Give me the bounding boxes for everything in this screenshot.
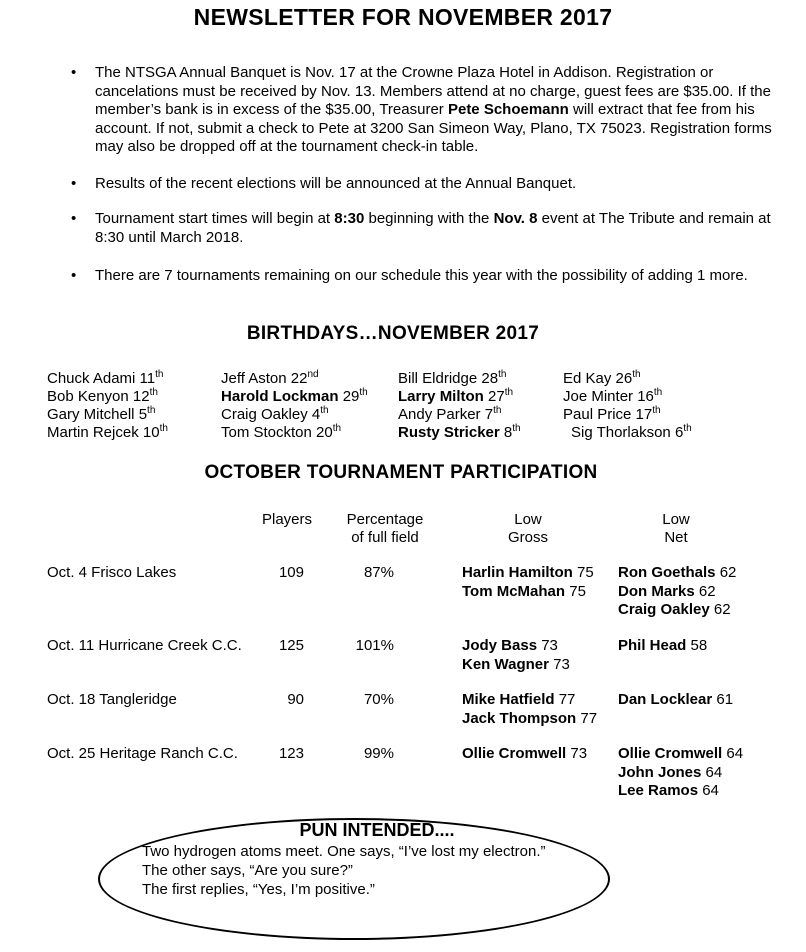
birthday-day: 17 — [635, 406, 653, 423]
low-net-entry — [618, 691, 733, 708]
player-score: 77 — [558, 691, 576, 708]
birthday-name: Harold Lockman — [221, 388, 339, 405]
birthday-entry — [221, 424, 341, 441]
birthday-name: Sig Thorlakson — [571, 424, 671, 441]
player-name: Lee Ramos — [618, 782, 699, 799]
tournament-percentage: 99% — [363, 745, 394, 762]
birthday-entry — [571, 424, 692, 441]
birthday-name: Bob Kenyon — [47, 388, 129, 405]
low-net-header-line1: Low — [662, 511, 690, 528]
player-name: Craig Oakley — [618, 601, 710, 618]
tournament-players: 123 — [278, 745, 304, 762]
player-score: 73 — [570, 745, 588, 762]
birthday-suffix: th — [332, 423, 342, 434]
percentage-header — [330, 511, 440, 547]
birthday-day: 12 — [132, 388, 150, 405]
bullet-text: There are 7 tournaments remaining on our schedule this year with the possibility of adding 1 more. — [95, 267, 748, 284]
treasurer-name: Pete Schoemann — [447, 101, 569, 118]
player-name: Jody Bass — [462, 637, 538, 654]
tournament-event: Oct. 4 Frisco Lakes — [47, 564, 177, 581]
birthdays-heading: BIRTHDAYS…NOVEMBER 2017 — [246, 323, 540, 344]
bullet-text: will extract that fee from his account. If not, submit a check to Pete at 3200 San Simeon Way, Plano, TX 75023. Registration forms may also be dropped off at the tournament check-in table. — [95, 101, 772, 155]
bullet-dot: • — [71, 210, 77, 227]
birthday-name: Larry Milton — [398, 388, 484, 405]
player-score: 64 — [702, 782, 719, 799]
pun-line: Two hydrogen atoms meet. One says, “I’ve lost my electron.” — [142, 843, 546, 860]
birthday-suffix: th — [320, 405, 329, 416]
birthday-day: 10 — [142, 424, 160, 441]
birthday-day: 29 — [342, 388, 360, 405]
player-score: 64 — [726, 745, 744, 762]
bullet-text: beginning with the — [364, 210, 494, 227]
low-gross-entry — [462, 583, 586, 600]
low-gross-entry — [462, 637, 558, 654]
bullet-elections — [71, 175, 775, 194]
pun-line: The other says, “Are you sure?” — [142, 862, 353, 879]
player-name: Dan Locklear — [618, 691, 713, 708]
player-score: 77 — [580, 709, 598, 727]
tournament-percentage: 87% — [363, 564, 394, 581]
birthday-suffix: th — [493, 405, 502, 416]
birthday-name: Rusty Stricker — [398, 424, 500, 441]
bullet-text: Tournament start times will begin at — [95, 210, 335, 227]
birthday-entry — [221, 388, 368, 405]
birthday-suffix: th — [652, 405, 661, 416]
birthday-entry — [47, 424, 168, 441]
pun-line: The first replies, “Yes, I’m positive.” — [142, 881, 375, 898]
low-gross-entry — [462, 691, 575, 708]
percentage-header-line1: Percentage — [346, 511, 424, 528]
bullet-text: event at The Tribute and remain at 8:30 until March 2018. — [95, 210, 771, 246]
birthday-suffix: th — [155, 369, 164, 380]
birthday-name: Tom Stockton — [221, 424, 312, 441]
player-score: 62 — [698, 582, 716, 600]
bullet-text: The NTSGA Annual Banquet is Nov. 17 at the Crowne Plaza Hotel in Addison. Registration or cancelations must be received by Nov. 13. Members attend at no charge, guest fees are $35.00. If the member’s bank is in excess of the $35.00, Treasurer — [95, 64, 771, 118]
bullet-tournaments-remaining — [71, 267, 775, 286]
player-score: 73 — [553, 655, 570, 673]
birthday-name: Paul Price — [563, 406, 632, 423]
player-score: 73 — [541, 637, 558, 654]
low-net-entry — [618, 601, 731, 618]
low-gross-entry — [462, 710, 597, 727]
player-score: 75 — [577, 564, 594, 581]
player-name: Harlin Hamilton — [462, 564, 573, 581]
player-name: Tom McMahan — [462, 582, 566, 600]
birthday-entry — [563, 388, 662, 405]
birthday-suffix: th — [632, 369, 641, 380]
birthday-name: Andy Parker — [398, 406, 481, 423]
low-gross-header-line1: Low — [514, 511, 542, 528]
birthday-day: 7 — [484, 406, 494, 423]
player-name: Ollie Cromwell — [462, 745, 567, 762]
player-score: 58 — [690, 637, 708, 654]
birthday-entry — [398, 370, 506, 387]
birthday-day: 26 — [615, 370, 633, 387]
low-net-header-line2: Net — [664, 529, 688, 546]
low-gross-entry — [462, 745, 587, 762]
low-net-entry — [618, 564, 736, 581]
birthday-day: 27 — [488, 388, 505, 405]
birthday-name: Martin Rejcek — [47, 424, 139, 441]
birthday-entry — [563, 406, 661, 423]
tournament-players: 109 — [278, 564, 304, 581]
birthday-day: 4 — [311, 406, 321, 423]
low-net-entry — [618, 745, 743, 762]
birthday-name: Chuck Adami — [47, 370, 136, 387]
start-time: 8:30 — [334, 210, 365, 227]
birthday-suffix: th — [159, 423, 168, 434]
start-date: Nov. 8 — [493, 210, 538, 227]
birthday-day: 16 — [637, 388, 654, 405]
low-net-entry — [618, 637, 707, 654]
bullet-dot: • — [71, 175, 77, 192]
birthday-suffix: th — [683, 423, 692, 434]
birthday-entry — [398, 406, 501, 423]
player-score: 75 — [569, 582, 586, 600]
low-net-header — [628, 511, 724, 547]
tournament-players: 125 — [278, 637, 304, 654]
bullet-text: Results of the recent elections will be announced at the Annual Banquet. — [95, 175, 577, 192]
birthday-entry — [47, 406, 155, 423]
birthday-suffix: th — [359, 387, 368, 398]
birthday-name: Jeff Aston — [221, 370, 287, 387]
birthday-suffix: th — [498, 369, 507, 380]
pun-title: PUN INTENDED.... — [299, 820, 455, 840]
player-name: Ollie Cromwell — [618, 745, 723, 762]
birthday-entry — [398, 388, 513, 405]
player-name: Phil Head — [618, 637, 687, 654]
player-name: Ron Goethals — [618, 564, 716, 581]
player-name: John Jones — [618, 763, 702, 781]
birthday-entry — [221, 406, 329, 423]
bullet-start-times — [71, 210, 775, 247]
birthday-entry — [398, 424, 521, 441]
player-name: Jack Thompson — [462, 709, 577, 727]
birthday-name: Gary Mitchell — [47, 406, 135, 423]
player-name: Ken Wagner — [462, 655, 549, 673]
newsletter-title: NEWSLETTER FOR NOVEMBER 2017 — [193, 4, 613, 30]
bullet-dot: • — [71, 267, 77, 284]
birthday-day: 6 — [674, 424, 684, 441]
birthday-day: 20 — [316, 424, 333, 441]
birthday-entry — [47, 388, 158, 405]
low-gross-entry — [462, 564, 594, 581]
low-net-entry — [618, 782, 719, 799]
low-gross-header — [480, 511, 576, 547]
bullet-dot: • — [71, 64, 77, 81]
percentage-header-line2: of full field — [351, 529, 419, 546]
players-header: Players — [261, 511, 313, 528]
player-name: Mike Hatfield — [462, 691, 555, 708]
player-score: 64 — [705, 763, 723, 781]
birthday-suffix: th — [653, 387, 663, 398]
birthday-suffix: th — [512, 423, 521, 434]
birthday-suffix: th — [504, 387, 514, 398]
low-net-entry — [618, 583, 716, 600]
tournament-percentage: 70% — [363, 691, 394, 708]
birthday-entry — [563, 370, 641, 387]
player-score: 62 — [719, 564, 737, 581]
tournament-players: 90 — [287, 691, 304, 708]
tournament-event: Oct. 18 Tangleridge — [47, 691, 177, 708]
tournament-percentage: 101% — [355, 637, 394, 654]
player-name: Don Marks — [618, 582, 695, 600]
birthday-day: 11 — [139, 370, 156, 387]
player-score: 61 — [716, 691, 734, 708]
birthday-suffix: th — [149, 387, 158, 398]
player-score: 62 — [713, 601, 731, 618]
birthday-entry — [221, 370, 319, 387]
tournament-event: Oct. 25 Heritage Ranch C.C. — [47, 745, 238, 762]
low-net-entry — [618, 764, 722, 781]
birthday-name: Joe Minter — [563, 388, 634, 405]
birthday-name: Ed Kay — [563, 370, 612, 387]
low-gross-entry — [462, 656, 570, 673]
bullet-banquet — [71, 64, 775, 157]
birthday-entry — [47, 370, 163, 387]
birthday-name: Bill Eldridge — [398, 370, 478, 387]
birthday-name: Craig Oakley — [221, 406, 308, 423]
birthday-suffix: th — [147, 405, 156, 416]
participation-heading: OCTOBER TOURNAMENT PARTICIPATION — [204, 462, 598, 483]
low-gross-header-line2: Gross — [507, 529, 548, 546]
birthday-day: 28 — [481, 370, 499, 387]
birthday-day: 22 — [290, 370, 308, 387]
tournament-event: Oct. 11 Hurricane Creek C.C. — [47, 637, 242, 654]
birthday-suffix: nd — [307, 369, 319, 380]
birthday-day: 5 — [138, 406, 148, 423]
birthday-day: 8 — [503, 424, 513, 441]
